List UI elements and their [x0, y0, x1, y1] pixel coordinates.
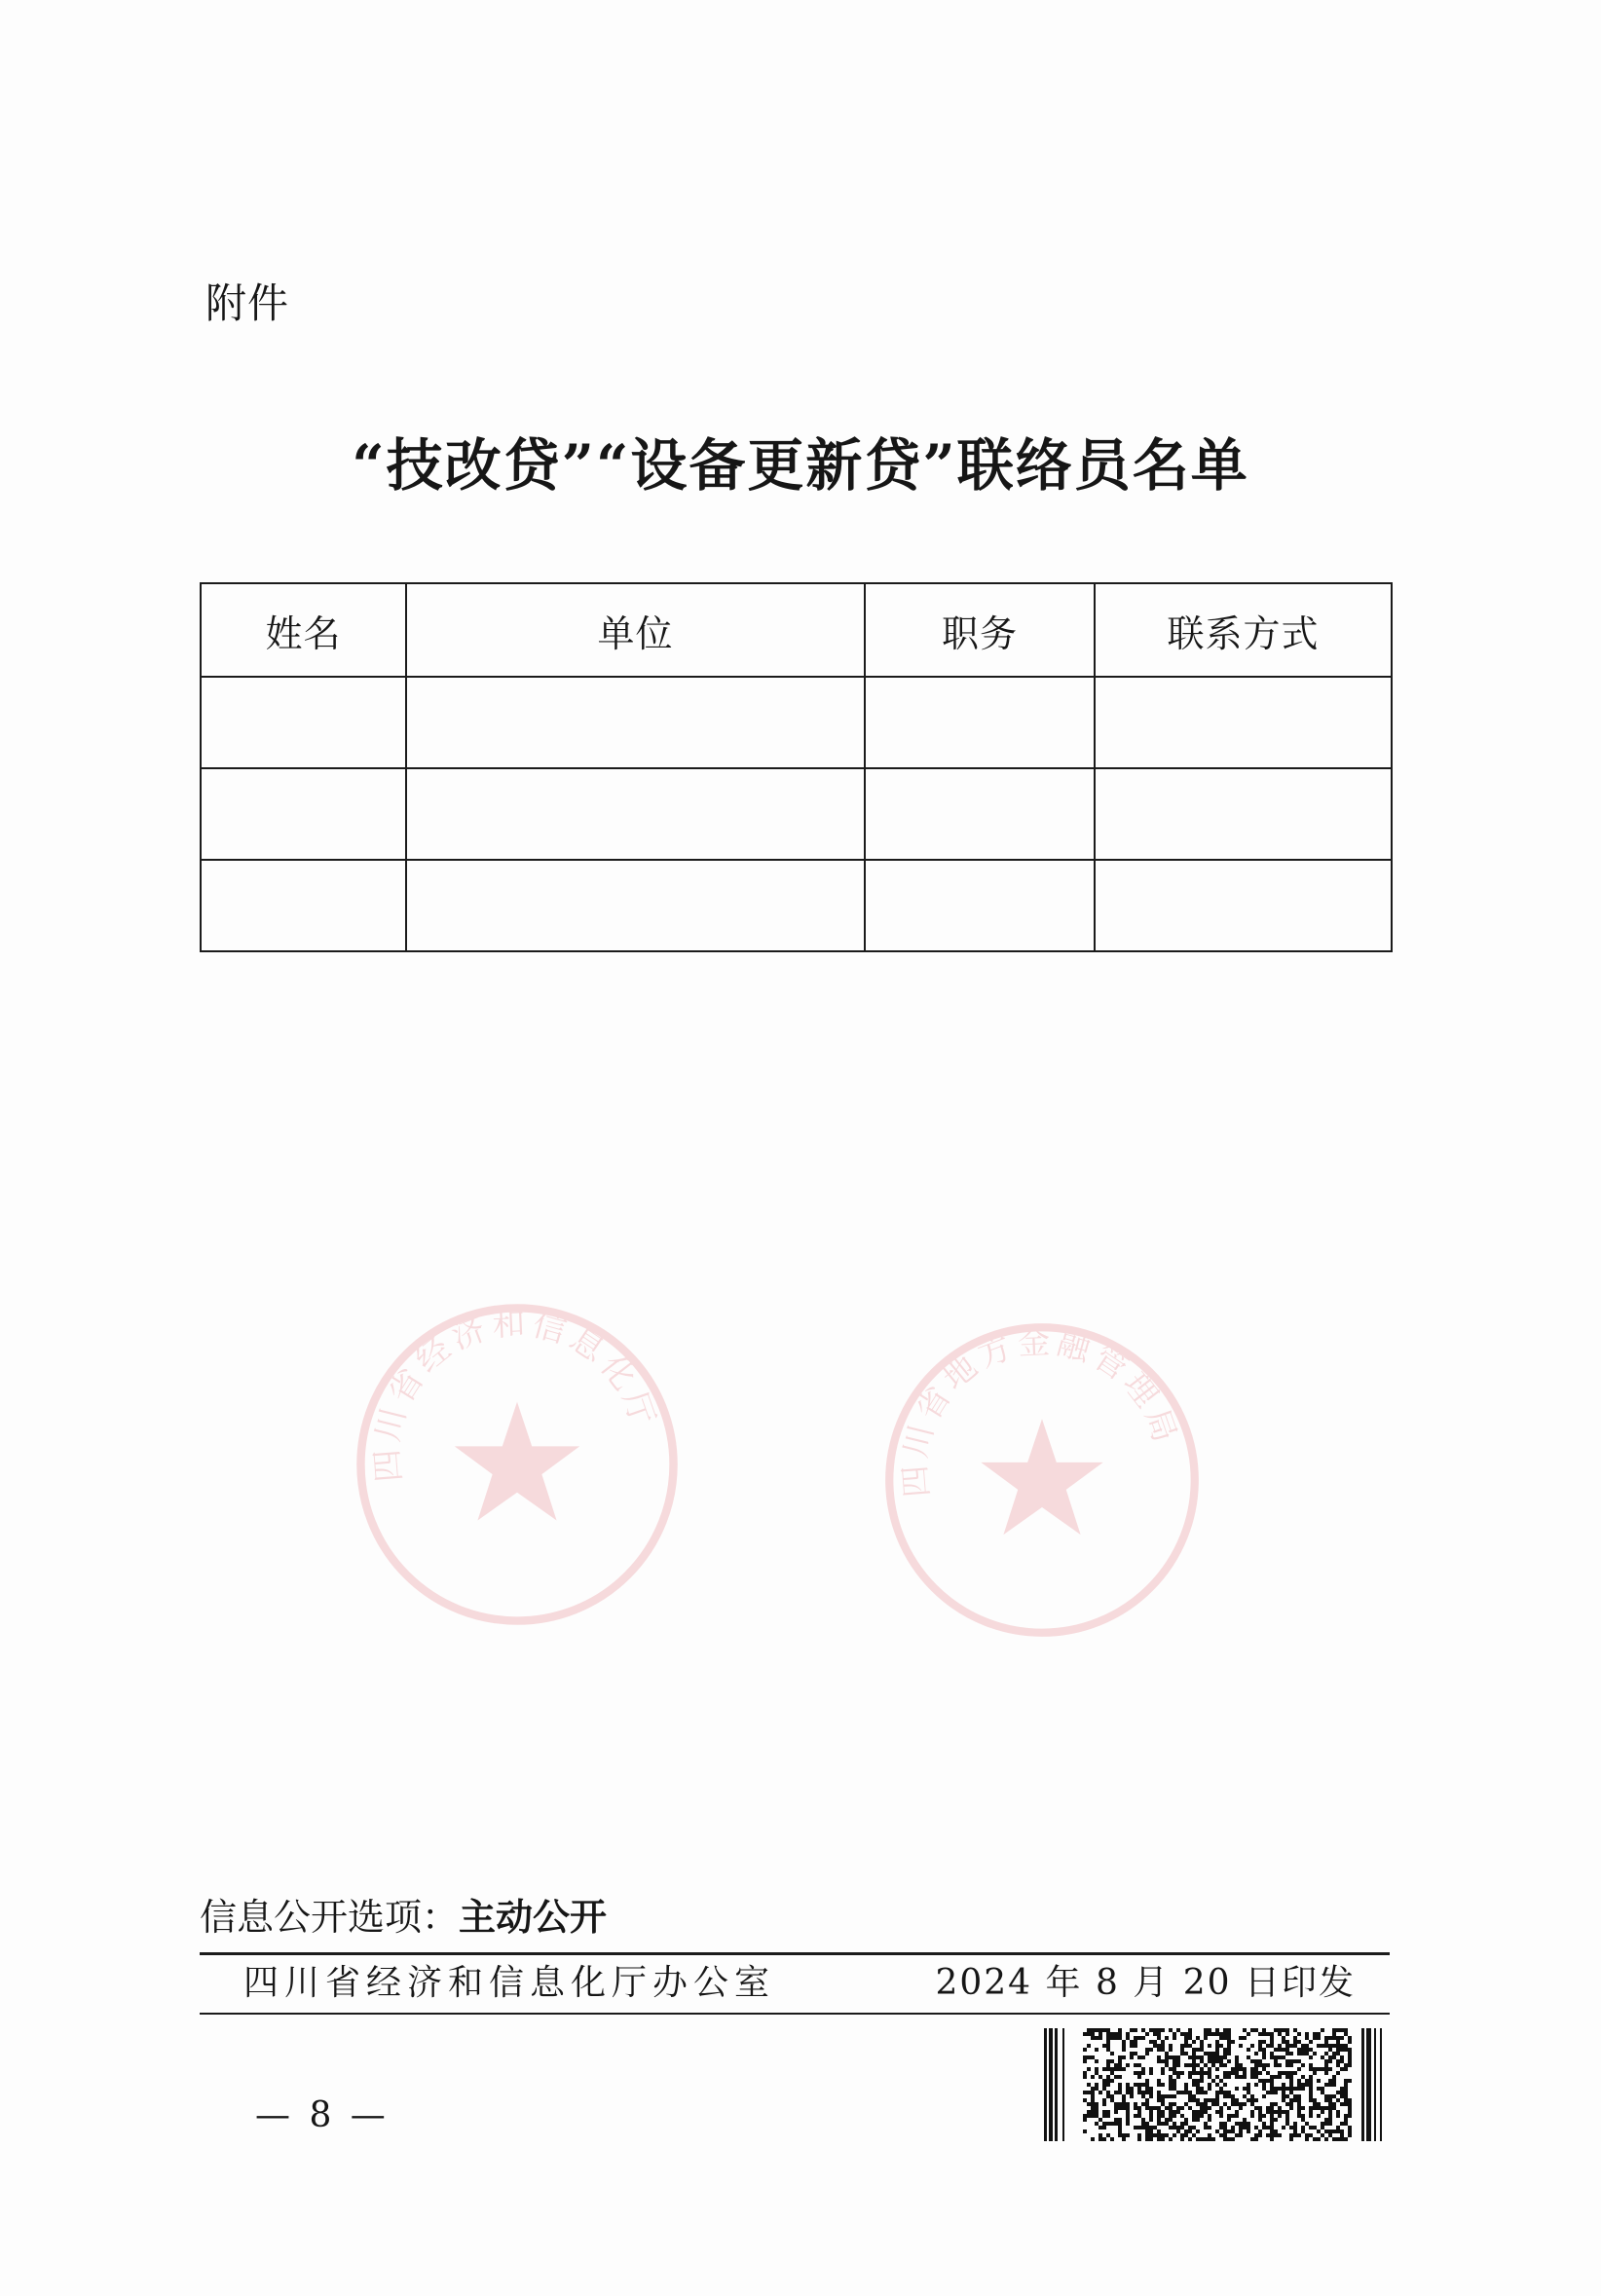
official-seal-left — [353, 1300, 682, 1629]
barcode-icon — [1044, 2028, 1389, 2141]
contact-table — [200, 582, 1393, 952]
disclosure-line — [200, 1893, 607, 1942]
svg-text:四川省地方金融管理局: 四川省地方金融管理局 — [895, 1322, 1186, 1500]
table-row — [201, 860, 1392, 951]
issuer: 四川省经济和信息化厅办公室 — [243, 1963, 776, 2003]
seal-star-icon — [981, 1419, 1102, 1535]
header-name: 姓名 — [201, 583, 406, 677]
table-cell — [865, 860, 1095, 951]
footer-rule-bottom — [200, 2013, 1390, 2015]
table-cell — [201, 677, 406, 768]
document-title: “技改贷”“设备更新贷”联络员名单 — [352, 432, 1249, 499]
header-position: 职务 — [865, 583, 1095, 677]
table-cell — [1095, 768, 1392, 860]
attachment-label: 附件 — [205, 279, 290, 327]
table-cell — [406, 860, 865, 951]
table-cell — [406, 677, 865, 768]
table-cell — [865, 768, 1095, 860]
table-cell — [1095, 677, 1392, 768]
table-cell — [201, 768, 406, 860]
page-number: — 8 — — [255, 2095, 390, 2135]
table-cell — [1095, 860, 1392, 951]
header-contact: 联系方式 — [1095, 583, 1392, 677]
footer-rule-top — [200, 1952, 1390, 1955]
official-seal-right — [881, 1319, 1203, 1641]
table-row — [201, 768, 1392, 860]
disclosure-label: 信息公开选项： — [200, 1896, 460, 1939]
table-cell — [865, 677, 1095, 768]
issued-date: 2024 年 8 月 20 日印发 — [935, 1963, 1356, 2003]
table-cell — [406, 768, 865, 860]
svg-text:四川省经济和信息化厅: 四川省经济和信息化厅 — [367, 1304, 664, 1484]
table-cell — [201, 860, 406, 951]
seal-star-icon — [455, 1402, 579, 1521]
table-header-row — [201, 583, 1392, 677]
disclosure-value: 主动公开 — [459, 1896, 608, 1939]
header-unit: 单位 — [406, 583, 865, 677]
table-row — [201, 677, 1392, 768]
